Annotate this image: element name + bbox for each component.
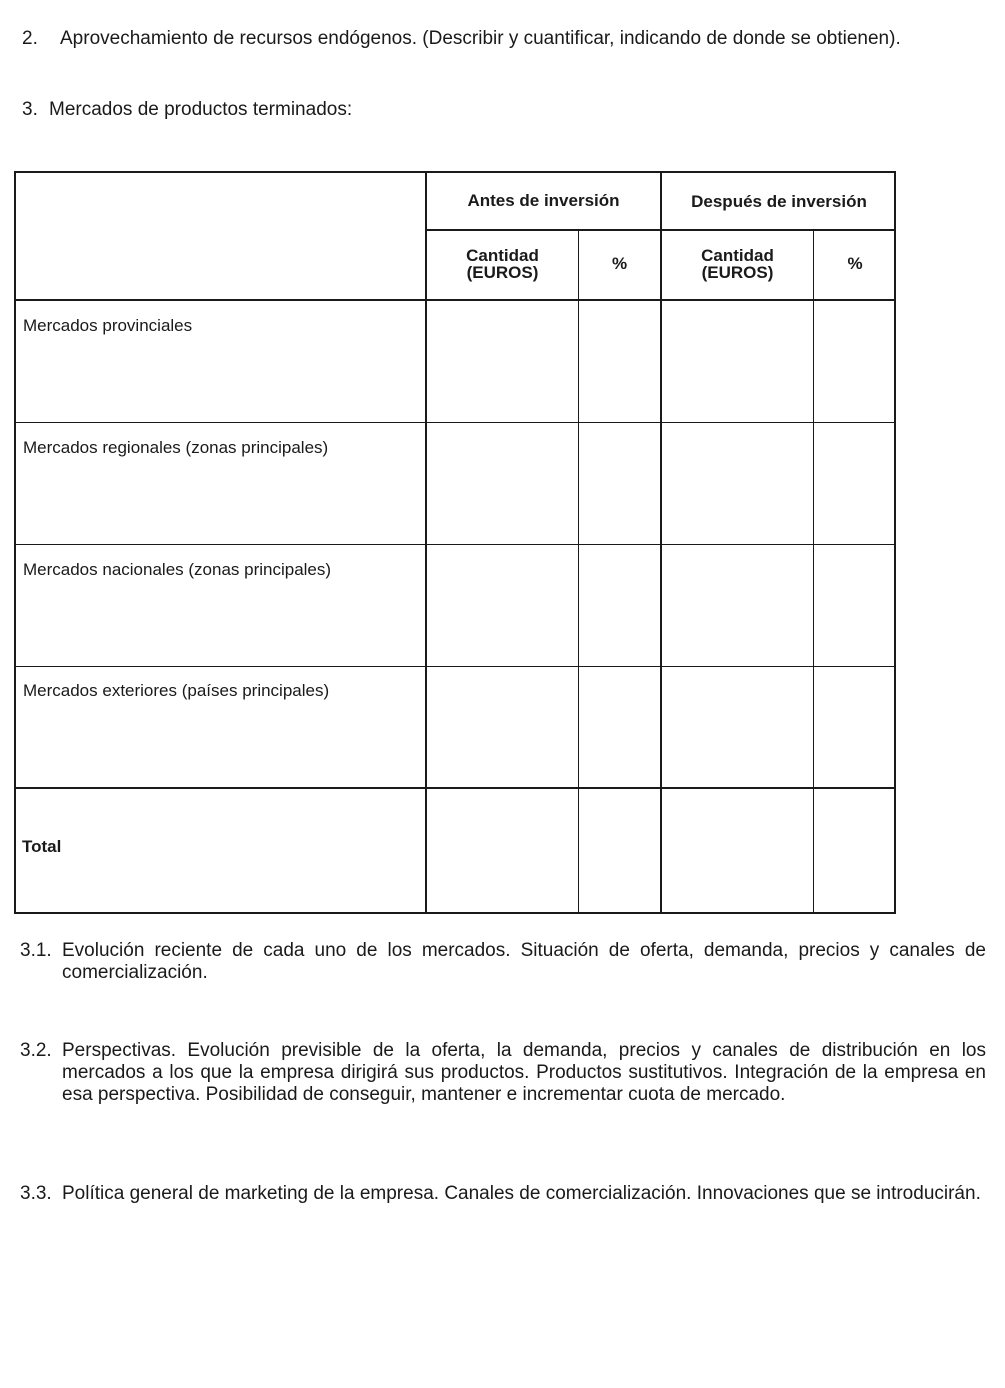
row-label-total: Total: [22, 837, 62, 856]
section-text: Aprovechamiento de recursos endógenos. (Describir y cuantificar, indicando de donde se obtienen).: [60, 28, 901, 49]
table-divider: [660, 173, 662, 912]
section-number: 3.: [22, 99, 38, 120]
table-divider: [425, 229, 896, 231]
subheader-cantidad-antes: [427, 247, 578, 281]
section-number: 3.2.: [20, 1040, 52, 1061]
section-text: Política general de marketing de la empresa. Canales de comercialización. Innovaciones que se introducirán.: [62, 1183, 981, 1204]
table-divider: [813, 230, 814, 912]
header-antes: Antes de inversión: [467, 191, 620, 210]
section-2: [22, 28, 986, 50]
row-label-provinciales: Mercados provinciales: [23, 316, 193, 335]
row-label-nacionales: Mercados nacionales (zonas principales): [23, 560, 332, 579]
section-number: 2.: [22, 28, 38, 49]
markets-table: [14, 171, 896, 914]
subheader-cantidad-despues: [662, 247, 813, 281]
section-text: Mercados de productos terminados:: [49, 99, 353, 120]
section-3-3: [20, 1183, 986, 1205]
header-despues: Después de inversión: [691, 192, 867, 211]
section-3-1: [20, 940, 986, 984]
table-divider: [425, 173, 427, 912]
section-text: Evolución reciente de cada uno de los mercados. Situación de oferta, demanda, precios y canales de comercialización.: [62, 940, 986, 983]
table-divider: [16, 666, 896, 667]
subheader-percent-despues: %: [847, 254, 863, 273]
section-3: [22, 99, 622, 121]
euros-label: (EUROS): [701, 263, 774, 282]
table-divider: [16, 422, 896, 423]
section-3-2: [20, 1040, 986, 1106]
cantidad-label: Cantidad: [701, 246, 774, 265]
section-text: Perspectivas. Evolución previsible de la oferta, la demanda, precios y canales de distribución en los mercados a los que la empresa dirigirá sus productos. Productos sustitutivos. Integración de la empresa en esa perspectiva. Posibilidad de conseguir, mantener e incrementar cuota de mercado.: [62, 1040, 986, 1105]
section-number: 3.3.: [20, 1183, 52, 1204]
table-divider: [16, 544, 896, 545]
euros-label: (EUROS): [466, 263, 539, 282]
row-label-regionales: Mercados regionales (zonas principales): [23, 438, 329, 457]
row-label-exteriores: Mercados exteriores (países principales): [23, 681, 330, 700]
subheader-percent-antes: %: [611, 254, 628, 273]
table-divider: [16, 299, 896, 301]
table-divider: [578, 230, 579, 912]
section-number: 3.1.: [20, 940, 52, 961]
table-divider: [16, 787, 896, 789]
cantidad-label: Cantidad: [466, 246, 539, 265]
